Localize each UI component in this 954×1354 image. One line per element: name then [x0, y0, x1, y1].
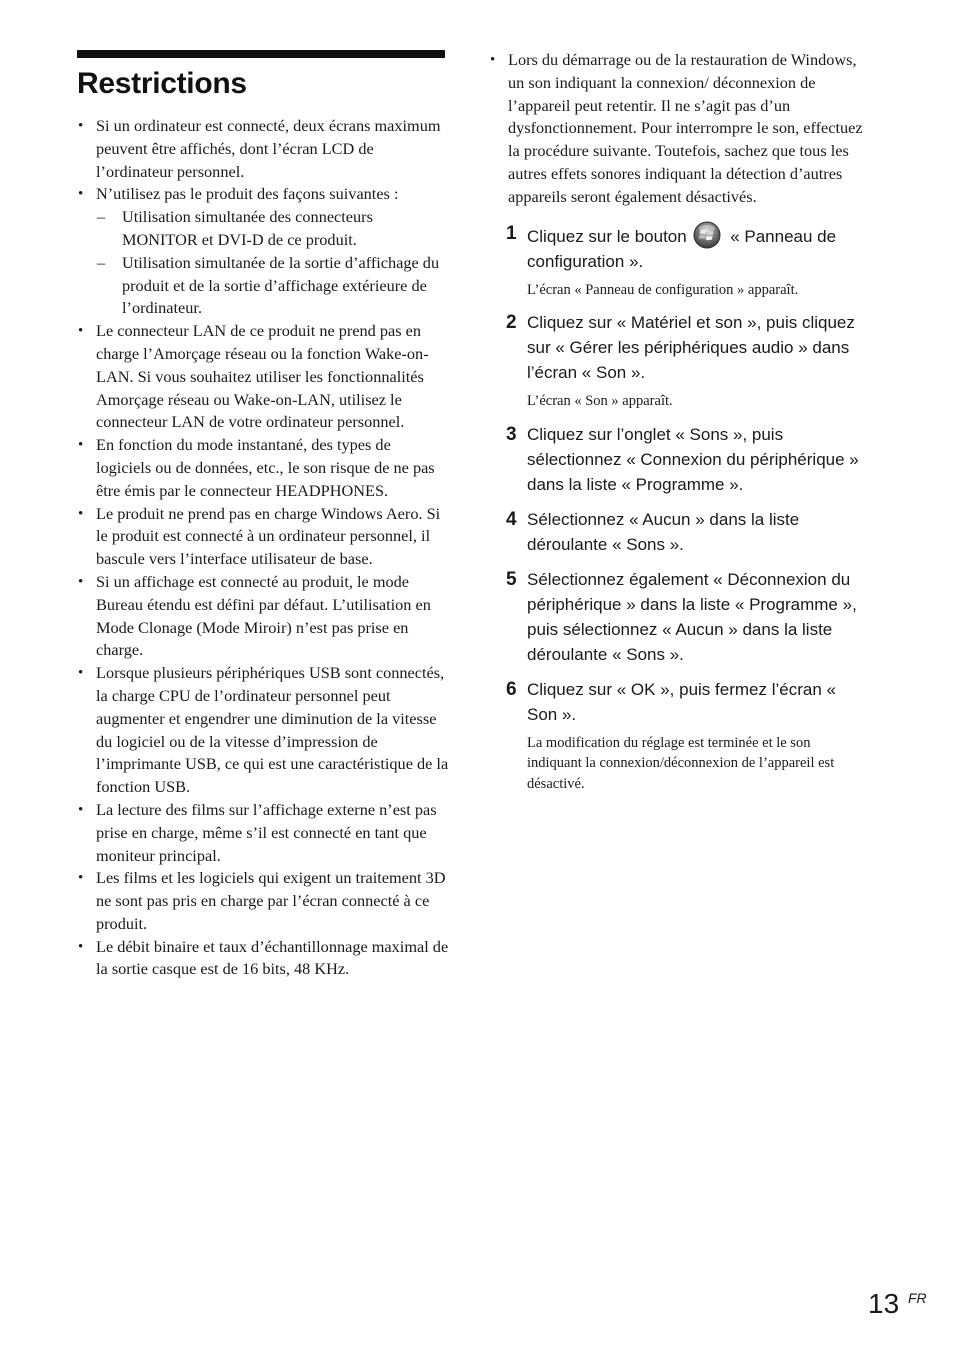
list-item: • Le débit binaire et taux d’échantillonnage maximal de la sortie casque est de 16 bits, 48 KHz.: [77, 936, 449, 982]
page-language: FR: [908, 1290, 927, 1306]
list-item: • Lorsque plusieurs périphériques USB sont connectés, la charge CPU de l’ordinateur personnel peut augmenter et engendrer une diminution de la vitesse du logiciel ou de la vitesse d’impression de l’imprimante USB, ce qui est une caractéristique de la fonction USB.: [77, 662, 449, 799]
list-item: [77, 183, 449, 320]
step-number: 6: [506, 678, 517, 700]
step-3: [506, 422, 867, 497]
list-item: • Les films et les logiciels qui exigent un traitement 3D ne sont pas pris en charge par l’écran connecté à ce produit.: [77, 867, 449, 935]
step-6: [506, 677, 867, 795]
step-number: 5: [506, 568, 517, 590]
step-text: [527, 221, 867, 274]
step-note: L’écran « Panneau de configuration » apparaît.: [527, 281, 799, 298]
list-item: • Le produit ne prend pas en charge Windows Aero. Si le produit est connecté à un ordinateur personnel, il bascule vers l’interface utilisateur de base.: [77, 503, 449, 571]
step-2: [506, 310, 867, 412]
page-number: 13: [868, 1288, 900, 1319]
right-column: [489, 49, 867, 804]
left-column: [77, 115, 449, 981]
step-4: [506, 507, 867, 557]
step-number: 1: [506, 222, 517, 244]
list-item: • Si un ordinateur est connecté, deux écrans maximum peuvent être affichés, dont l’écran LCD de l’ordinateur personnel.: [77, 115, 449, 183]
step-text-part: Cliquez sur le bouton: [527, 226, 687, 246]
step-text-part: « Panneau de configuration ».: [527, 226, 837, 271]
step-note: L’écran « Son » apparaît.: [527, 393, 673, 410]
step-text: Cliquez sur « OK », puis fermez l’écran « Son ».: [527, 679, 836, 724]
step-5: [506, 567, 867, 667]
list-item: • Le connecteur LAN de ce produit ne prend pas en charge l’Amorçage réseau ou la fonction Wake-on-LAN. Si vous souhaitez utiliser les fonctionnalités Amorçage réseau ou Wake-on-LAN, utilisez le connecteur LAN de votre ordinateur personnel.: [77, 320, 449, 434]
windows-start-icon: [693, 221, 721, 249]
heading-rule: [77, 50, 445, 58]
restrictions-list: [77, 115, 449, 981]
sub-list-item: – Utilisation simultanée des connecteurs MONITOR et DVI-D de ce produit.: [96, 206, 449, 252]
sound-note-list: [489, 49, 867, 209]
step-text: Sélectionnez également « Déconnexion du périphérique » dans la liste « Programme », puis sélectionnez « Aucun » dans la liste déroulante « Sons ».: [527, 569, 857, 664]
step-note: La modification du réglage est terminée et le son indiquant la connexion/déconnexion de l’appareil est désactivé.: [527, 734, 835, 792]
list-item: • En fonction du mode instantané, des types de logiciels ou de données, etc., le son risque de ne pas être émis par le connecteur HEADPHONES.: [77, 434, 449, 502]
step-text: Cliquez sur l’onglet « Sons », puis sélectionnez « Connexion du périphérique » dans la liste « Programme ».: [527, 424, 859, 494]
step-1: [506, 221, 867, 301]
sub-list: [96, 206, 449, 320]
step-text: Sélectionnez « Aucun » dans la liste déroulante « Sons ».: [527, 509, 800, 554]
page-title: Restrictions: [77, 67, 247, 100]
list-item: • La lecture des films sur l’affichage externe n’est pas prise en charge, même s’il est connecté en tant que moniteur principal.: [77, 799, 449, 867]
list-item: • Si un affichage est connecté au produit, le mode Bureau étendu est défini par défaut. L’utilisation en Mode Clonage (Mode Miroir) n’est pas prise en charge.: [77, 571, 449, 662]
step-number: 3: [506, 423, 517, 445]
procedure-steps: [506, 221, 867, 795]
step-text: Cliquez sur « Matériel et son », puis cliquez sur « Gérer les périphériques audio » dans l’écran « Son ».: [527, 313, 855, 383]
list-item: • Lors du démarrage ou de la restauration de Windows, un son indiquant la connexion/ déconnexion de l’appareil peut retentir. Il ne s’agit pas d’un dysfonctionnement. Pour interrompre le son, effectuez la procédure suivante. Toutefois, sachez que tous les autres effets sonores indiquant la détection d’autres appareils seront également désactivés.: [489, 49, 867, 209]
sub-list-item: – Utilisation simultanée de la sortie d’affichage du produit et de la sortie d’affichage extérieure de l’ordinateur.: [96, 252, 449, 320]
list-item-text: N’utilisez pas le produit des façons suivantes :: [96, 184, 399, 204]
step-number: 2: [506, 312, 517, 334]
step-number: 4: [506, 508, 517, 530]
